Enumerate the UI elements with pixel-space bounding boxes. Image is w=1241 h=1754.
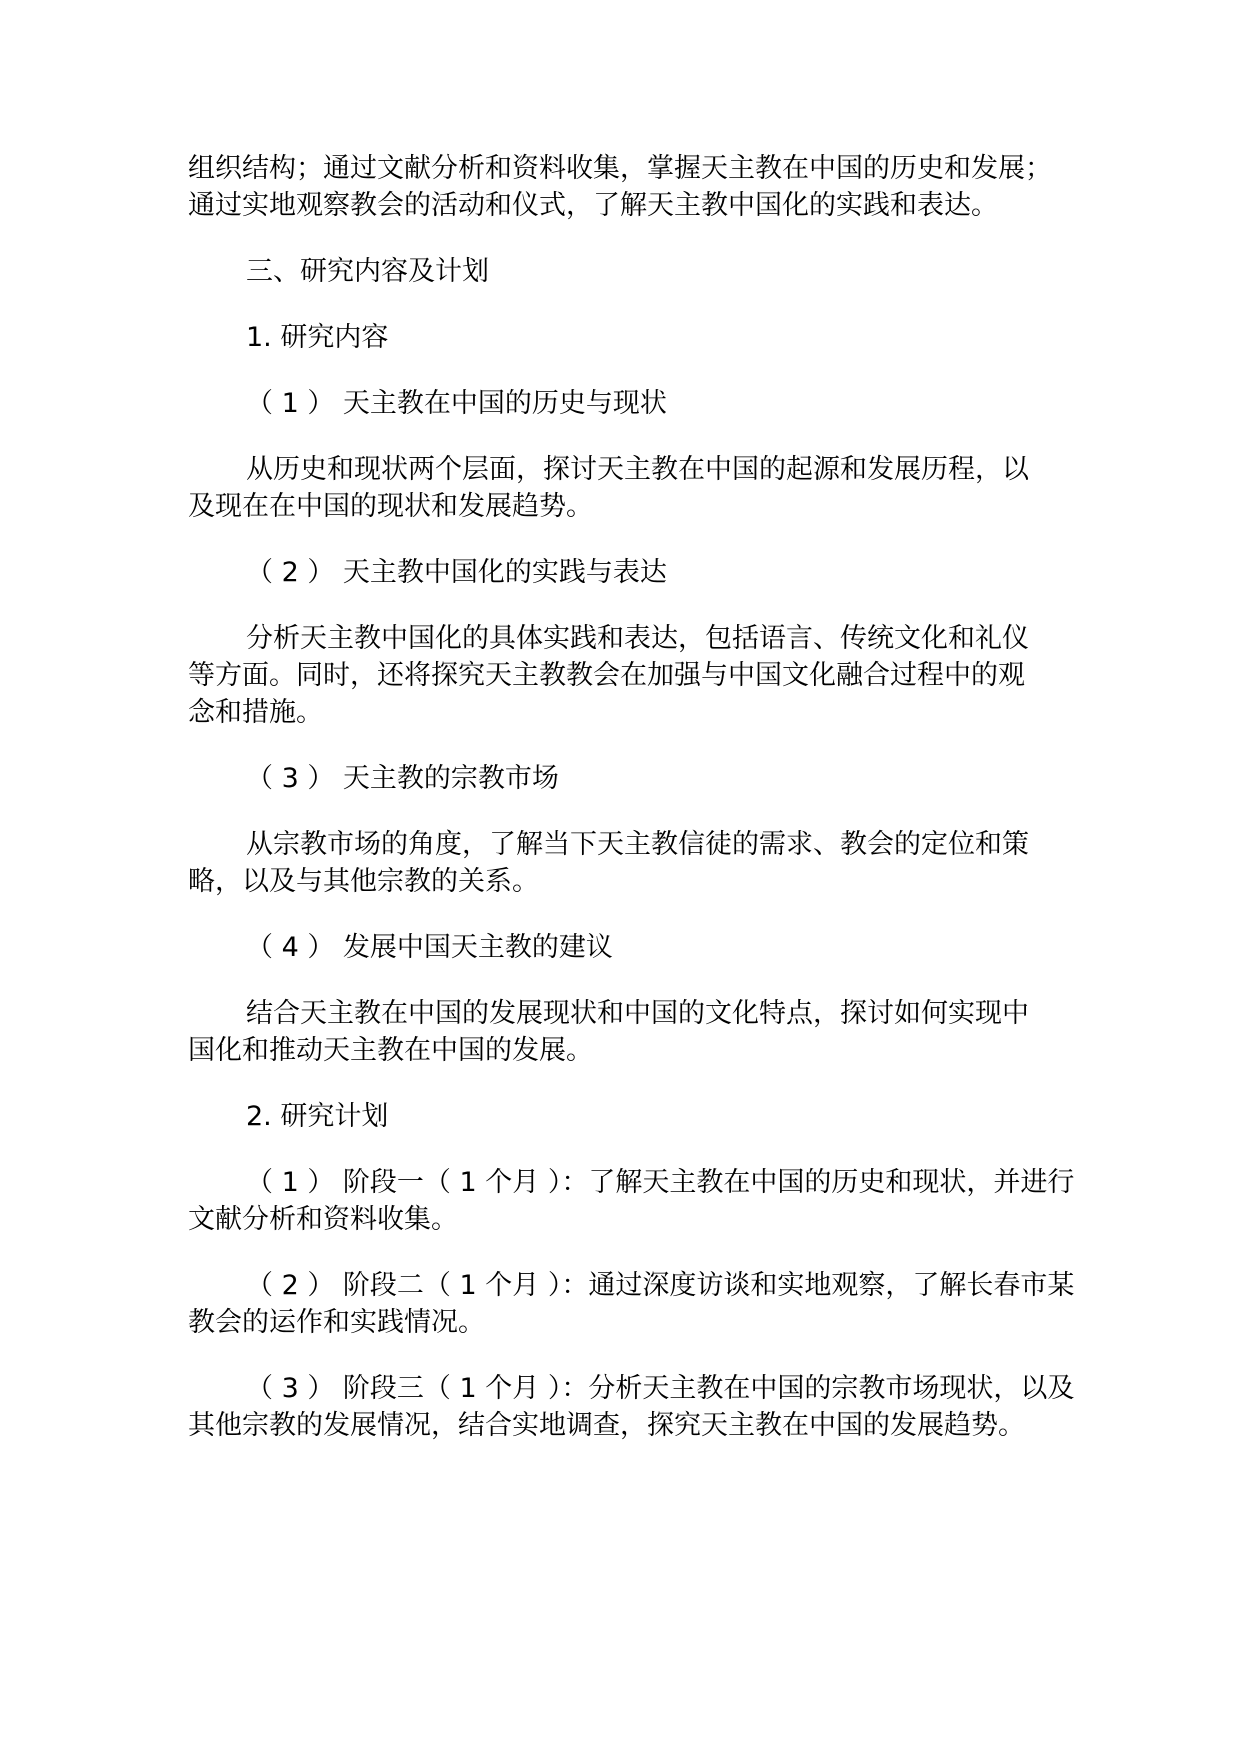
text-line: 分析天主教中国化的具体实践和表达，包括语言、传统文化和礼仪 bbox=[246, 623, 1029, 654]
paragraph bbox=[188, 1370, 1088, 1444]
text-line: 通过实地观察教会的活动和仪式，了解天主教中国化的实践和表达。 bbox=[188, 190, 998, 221]
text-line: 组织结构；通过文献分析和资料收集，掌握天主教在中国的历史和发展； bbox=[188, 153, 1052, 184]
text-line: 结合天主教在中国的发展现状和中国的文化特点，探讨如何实现中 bbox=[246, 998, 1029, 1029]
text-line: （ 2 ） 阶段二（ 1 个月 ）：通过深度访谈和实地观察，了解长春市某 bbox=[246, 1270, 1075, 1301]
text-line: 略，以及与其他宗教的关系。 bbox=[188, 866, 539, 897]
subsection-heading: 2. 研究计划 bbox=[246, 1101, 389, 1132]
item-heading: （ 1 ） 天主教在中国的历史与现状 bbox=[246, 388, 667, 419]
item-heading: （ 3 ） 天主教的宗教市场 bbox=[246, 763, 559, 794]
item-heading: （ 2 ） 天主教中国化的实践与表达 bbox=[246, 557, 667, 588]
paragraph bbox=[188, 995, 1088, 1069]
text-line: 从宗教市场的角度，了解当下天主教信徒的需求、教会的定位和策 bbox=[246, 829, 1029, 860]
paragraph bbox=[188, 1267, 1088, 1341]
text-line: 等方面。同时，还将探究天主教教会在加强与中国文化融合过程中的观 bbox=[188, 660, 1025, 691]
paragraph bbox=[188, 826, 1088, 900]
item-heading: （ 4 ） 发展中国天主教的建议 bbox=[246, 932, 613, 963]
text-line: 国化和推动天主教在中国的发展。 bbox=[188, 1035, 593, 1066]
text-line: 其他宗教的发展情况，结合实地调查，探究天主教在中国的发展趋势。 bbox=[188, 1410, 1025, 1441]
paragraph bbox=[188, 620, 1088, 731]
paragraph bbox=[188, 451, 1088, 525]
text-line: 从历史和现状两个层面，探讨天主教在中国的起源和发展历程，以 bbox=[246, 454, 1029, 485]
text-line: 念和措施。 bbox=[188, 697, 323, 728]
text-line: （ 3 ） 阶段三（ 1 个月 ）：分析天主教在中国的宗教市场现状，以及 bbox=[246, 1373, 1075, 1404]
text-line: 教会的运作和实践情况。 bbox=[188, 1307, 485, 1338]
paragraph bbox=[188, 1164, 1088, 1238]
section-heading: 三、研究内容及计划 bbox=[246, 256, 489, 287]
intro-paragraph-end bbox=[188, 150, 1088, 224]
document-page bbox=[188, 150, 1088, 1444]
text-line: 文献分析和资料收集。 bbox=[188, 1204, 458, 1235]
text-line: （ 1 ） 阶段一（ 1 个月 ）：了解天主教在中国的历史和现状，并进行 bbox=[246, 1167, 1075, 1198]
text-line: 及现在在中国的现状和发展趋势。 bbox=[188, 491, 593, 522]
subsection-heading: 1. 研究内容 bbox=[246, 322, 389, 353]
